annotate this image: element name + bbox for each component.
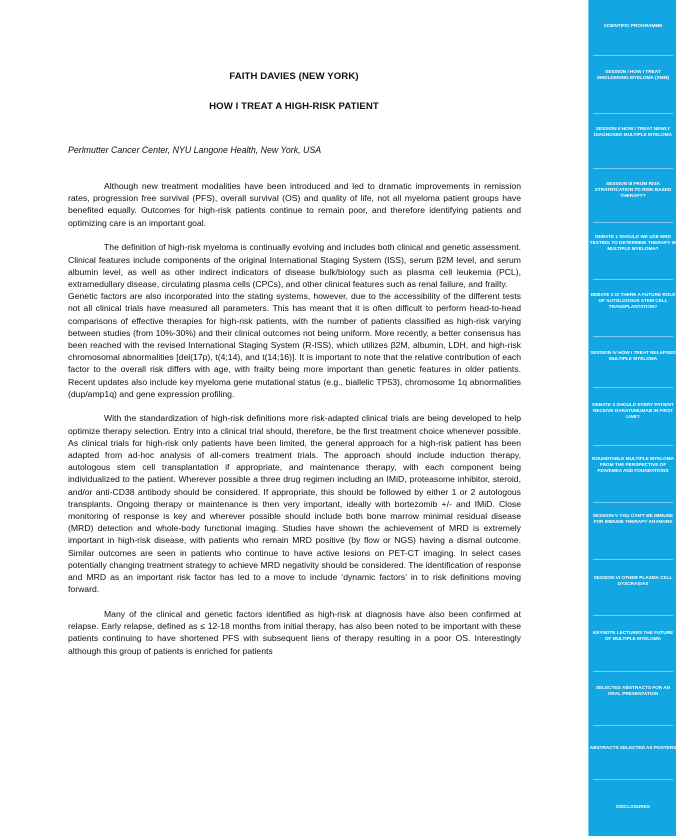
nav-divider <box>593 502 673 503</box>
paragraph-2: The definition of high-risk myeloma is continually evolving and includes both clinical and genetic assessment. Clinical features include components of the original International Staging System (ISS), serum β2M level, and serum albumin level, as well as other indirect indicators of disease bulk/biology such as plasma cell leukemia (PCL), extramedullary disease, circulating plasma cells (CPCs), and other clinical features such as renal failure, and frailty. <box>68 242 521 289</box>
nav-session-4[interactable]: SESSION IV HOW I TREAT RELAPSED MULTIPLE MYELOMA <box>590 350 676 361</box>
nav-divider <box>593 336 673 337</box>
nav-abstracts-posters[interactable]: ABSTRACTS SELECTED AS POSTERS <box>589 745 676 750</box>
paragraph-1: Although new treatment modalities have been introduced and led to dramatic improvements in remission rates, progression free survival (PFS), overall survival (OS) and quality of life, not all myeloma patient groups have benefited equally. Outcomes for high-risk patients continue to remain poor, and therefore identifying patients and optimizing care is an important goal. <box>68 181 521 228</box>
nav-session-5[interactable]: SESSION V YOU CAN'T BE IMMUNE FOR IMMUNE THERAPY ANYMORE <box>592 513 674 524</box>
paragraph-5: Many of the clinical and genetic factors identified as high-risk at diagnosis have also been confirmed at relapse. Early relapse, defined as ≤ 12-18 months from initial therapy, has also been noted to be important with these patients continuing to have shortened PFS with subsequent liens of therapy resulting in a poor OS. Interestingly although this group of patients is enriched for patients <box>68 609 521 656</box>
programme-sidebar <box>588 0 676 836</box>
nav-roundtable[interactable]: ROUNDTABLE MULTIPLE MYELOMA FROM THE PERSPECTIVE OF FDA/EMEA AND FOUNDATIONS <box>591 456 675 473</box>
nav-divider <box>593 445 673 446</box>
nav-debate-2[interactable]: DEBATE 2 IS THERE A FUTURE ROLE OF AUTOLOGOUS STEM CELL TRANSPLANTATION? <box>590 292 676 309</box>
nav-session-2[interactable]: SESSION II HOW I TREAT NEWLY DIAGNOSED MULTIPLE MYELOMA <box>593 126 673 137</box>
nav-divider <box>593 222 673 223</box>
nav-divider <box>593 559 673 560</box>
nav-session-6[interactable]: SESSION VI OTHER PLASMA CELL DYSCRASIAS <box>593 575 673 586</box>
paragraph-4: With the standardization of high-risk definitions more risk-adapted clinical trials are being developed to help optimize therapy selection. Entry into a clinical trial should, therefore, be the first treatment choice whenever possible. As clinical trials for high-risk only patients have been limited, the general approach for a high-risk patient has been adapted from ad-hoc analysis of all-comers treatment trials. The approach should include induction therapy, autologous stem cell transplantation if appropriate, and maintenance therapy, with each component being individualized to the patient. Wherever possible a three drug regimen including an IMiD, proteasome inhibitor, steroid, and/or anti-CD38 antibody should be considered. If appropriate, this should be followed by either 1 or 2 autologous transplants. Ongoing therapy or maintenance is then very important, ideally with bortezomib +/- and IMiD. Close monitoring of response is key and wherever possible should include both bone marrow minimal residual disease (MRD) detection and whole-body functional imaging. Studies have shown the achievement of MRD is extremely important in high-risk disease, with patients who remain MRD positive (by flow or NGS) having a dismal outcome. Similar outcomes are seen in patients who continue to have active lesions on PET-CT imaging. In select cases potentially changing treatment strategy to achieve MRD negativity should be considered. The identification of response and MRD as an important risk factor has led to a move to include ‘dynamic factors’ in to risk definitions moving forward. <box>68 413 521 595</box>
nav-divider <box>593 279 673 280</box>
nav-divider <box>593 113 673 114</box>
nav-disclosures[interactable]: DISCLOSURES <box>616 804 650 809</box>
author-heading: FAITH DAVIES (NEW YORK) <box>229 71 359 82</box>
nav-divider <box>593 615 673 616</box>
nav-session-3[interactable]: SESSION III FROM RISK STRATIFICATION TO RISK-BASED THERAPY? <box>594 181 672 198</box>
nav-divider <box>593 387 673 388</box>
nav-divider <box>593 168 673 169</box>
affiliation: Perlmutter Cancer Center, NYU Langone Health, New York, USA <box>68 145 322 155</box>
nav-divider <box>593 671 673 672</box>
nav-selected-abstracts-oral[interactable]: SELECTED ABSTRACTS FOR AN ORAL PRESENTATION <box>595 685 671 696</box>
abstract-body <box>68 180 521 669</box>
nav-session-1[interactable]: SESSION I HOW I TREAT SMOLDERING MYELOMA (SMM) <box>596 69 670 80</box>
nav-divider <box>593 779 673 780</box>
nav-divider <box>593 725 673 726</box>
nav-keynote-lectures[interactable]: KEYNOTE LECTURES THE FUTURE OF MULTIPLE MYELOMA <box>592 630 674 641</box>
paragraph-3: Genetic factors are also incorporated into the stating systems, however, due to the accessibility of the different tests not all clinical trials have measured all parameters. This has meant that it is often difficult to perform head-to-head comparisons of effective therapies for high-risk patients, with the number of patients classified as high-risk varying between studies (from 10%-30%) and their clinical outcomes not being uniform. More recently, a better consensus has been reached with the revised International Staging System (R-ISS), which utilizes β2M, albumin, LDH, and high-risk chromosomal abnormalities [del(17p), t(4;14), and t(14;16)]. It is important to note that the relative contribution of each factor to the overall risk differs with age, with frailty being more important than genetic features in older patients. Recent updates also include key myeloma gene mutational status (e.g., biallelic TP53), chromosome 1q abnormalities (dup/amp1q) and gene expression profiling. <box>68 291 521 399</box>
nav-debate-3[interactable]: DEBATE 3 SHOULD EVERY PATIENT RECEIVE DARATUMUMAB IN FIRST LINE? <box>592 402 674 419</box>
nav-scientific-programme[interactable]: SCIENTIFIC PROGRAMME <box>603 23 663 28</box>
page-title: HOW I TREAT A HIGH-RISK PATIENT <box>209 101 379 112</box>
nav-divider <box>593 55 673 56</box>
nav-debate-1[interactable]: DEBATE 1 SHOULD WE USE MRD TESTING TO DETERMINE THERAPY IN MULTIPLE MYELOMA? <box>589 234 676 251</box>
